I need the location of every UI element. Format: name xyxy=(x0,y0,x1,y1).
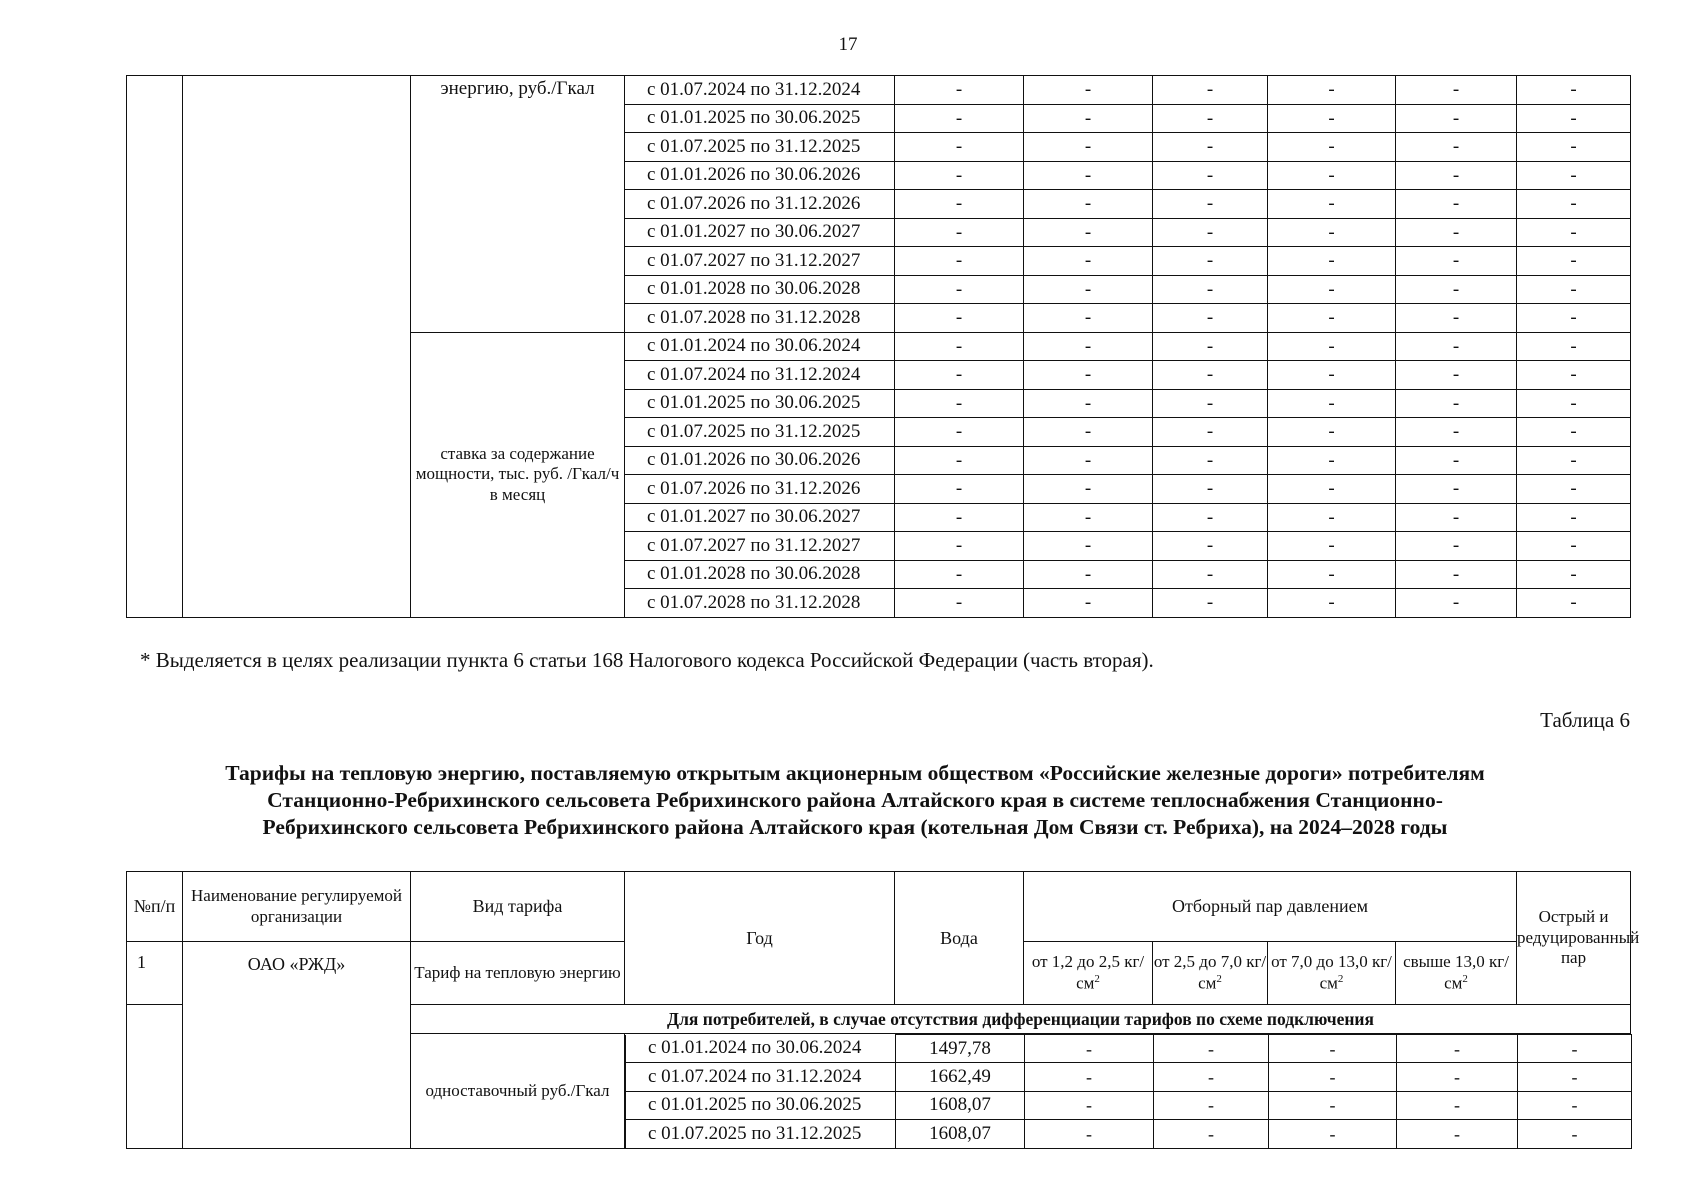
header-steam-2: от 2,5 до 7,0 $кг/см^2$ xyxy=(1153,942,1268,1005)
dash-cell: - xyxy=(895,104,1024,133)
dash-cell: - xyxy=(1268,532,1396,561)
period-cell: с 01.01.2025 по 30.06.2025 xyxy=(625,389,895,418)
dash-cell: - xyxy=(1517,133,1631,162)
dash-cell: - xyxy=(1024,418,1153,447)
dash-cell: - xyxy=(1517,361,1631,390)
dash-cell: - xyxy=(1268,361,1396,390)
dash-cell: - xyxy=(1268,389,1396,418)
period-cell: с 01.07.2025 по 31.12.2025 xyxy=(625,418,895,447)
period-cell: с 01.01.2026 по 30.06.2026 xyxy=(625,161,895,190)
dash-cell: - xyxy=(1269,1120,1397,1149)
header-steam-4: свыше 13,0 $кг/см^2$ xyxy=(1396,942,1517,1005)
dash-cell: - xyxy=(895,446,1024,475)
dash-cell: - xyxy=(1517,332,1631,361)
dash-cell: - xyxy=(895,503,1024,532)
dash-cell: - xyxy=(1517,76,1631,105)
dash-cell: - xyxy=(1397,1063,1518,1092)
dash-cell: - xyxy=(1025,1091,1154,1120)
dash-cell: - xyxy=(1396,133,1517,162)
period-cell: с 01.01.2028 по 30.06.2028 xyxy=(625,560,895,589)
dash-cell: - xyxy=(1396,475,1517,504)
dash-cell: - xyxy=(1153,475,1268,504)
dash-cell: - xyxy=(1024,275,1153,304)
dash-cell: - xyxy=(1396,332,1517,361)
dash-cell: - xyxy=(1396,247,1517,276)
dash-cell: - xyxy=(1396,418,1517,447)
dash-cell: - xyxy=(1153,190,1268,219)
footnote: * Выделяется в целях реализации пункта 6 статьи 168 Налогового кодекса Российской Федерации (часть вторая). xyxy=(140,648,1154,672)
dash-cell: - xyxy=(1154,1120,1269,1149)
dash-cell: - xyxy=(1024,361,1153,390)
dash-cell: - xyxy=(1024,190,1153,219)
dash-cell: - xyxy=(1153,218,1268,247)
dash-cell: - xyxy=(1153,76,1268,105)
period-cell: с 01.07.2024 по 31.12.2024 xyxy=(626,1063,896,1092)
dash-cell: - xyxy=(1268,304,1396,333)
dash-cell: - xyxy=(1153,560,1268,589)
dash-cell: - xyxy=(1517,218,1631,247)
dash-cell: - xyxy=(1396,275,1517,304)
dash-cell: - xyxy=(1153,389,1268,418)
dash-cell: - xyxy=(1269,1063,1397,1092)
dash-cell: - xyxy=(1397,1120,1518,1149)
period-cell: с 01.01.2026 по 30.06.2026 xyxy=(625,446,895,475)
dash-cell: - xyxy=(1024,104,1153,133)
rate-rows-table xyxy=(625,1034,1632,1149)
dash-cell: - xyxy=(1024,589,1153,618)
period-cell: с 01.01.2025 по 30.06.2025 xyxy=(625,104,895,133)
period-cell: с 01.07.2026 по 31.12.2026 xyxy=(625,475,895,504)
dash-cell: - xyxy=(1517,104,1631,133)
dash-cell: - xyxy=(1517,389,1631,418)
table-row xyxy=(127,76,1631,105)
dash-cell: - xyxy=(1517,304,1631,333)
table-title-line: Станционно-Ребрихинского сельсовета Ребрихинского района Алтайского края в системе теплоснабжения Станционно- xyxy=(267,788,1443,812)
period-cell: с 01.07.2025 по 31.12.2025 xyxy=(625,133,895,162)
dash-cell: - xyxy=(1024,475,1153,504)
dash-cell: - xyxy=(1396,104,1517,133)
dash-cell: - xyxy=(1517,418,1631,447)
dash-cell: - xyxy=(895,275,1024,304)
dash-cell: - xyxy=(1024,161,1153,190)
dash-cell: - xyxy=(1268,161,1396,190)
dash-cell: - xyxy=(1268,275,1396,304)
dash-cell: - xyxy=(1268,446,1396,475)
dash-cell: - xyxy=(1153,161,1268,190)
dash-cell: - xyxy=(1153,361,1268,390)
period-cell: с 01.01.2024 по 30.06.2024 xyxy=(626,1035,896,1063)
table-row xyxy=(626,1063,1632,1092)
dash-cell: - xyxy=(1153,275,1268,304)
water-value-cell: 1497,78 xyxy=(896,1035,1025,1063)
dash-cell: - xyxy=(1396,218,1517,247)
dash-cell: - xyxy=(1396,361,1517,390)
dash-cell: - xyxy=(1517,161,1631,190)
dash-cell: - xyxy=(1153,532,1268,561)
header-year: Год xyxy=(625,872,895,1005)
tariff-group-label: ставка за содержание мощности, тыс. руб. /Гкал/ч в месяц xyxy=(411,332,625,617)
org-name: ОАО «РЖД» xyxy=(183,942,411,1149)
dash-cell: - xyxy=(895,304,1024,333)
dash-cell: - xyxy=(1268,560,1396,589)
table-title-line: Тарифы на тепловую энергию, поставляемую открытым акционерным обществом «Российские железные дороги» потребителям xyxy=(225,761,1485,785)
period-cell: с 01.07.2024 по 31.12.2024 xyxy=(625,361,895,390)
header-water: Вода xyxy=(895,872,1024,1005)
period-cell: с 01.01.2025 по 30.06.2025 xyxy=(626,1091,896,1120)
page-number: 17 xyxy=(838,34,858,55)
dash-cell: - xyxy=(1024,532,1153,561)
tariff-table-6 xyxy=(126,871,1640,1149)
dash-cell: - xyxy=(895,589,1024,618)
dash-cell: - xyxy=(1153,418,1268,447)
dash-cell: - xyxy=(1268,475,1396,504)
dash-cell: - xyxy=(1268,418,1396,447)
dash-cell: - xyxy=(895,133,1024,162)
dash-cell: - xyxy=(895,389,1024,418)
dash-cell: - xyxy=(1025,1120,1154,1149)
table-title xyxy=(110,760,1600,841)
dash-cell: - xyxy=(1517,247,1631,276)
tariff-group-label: энергию, руб./Гкал xyxy=(411,76,625,333)
dash-cell: - xyxy=(1268,104,1396,133)
dash-cell: - xyxy=(1153,247,1268,276)
dash-cell: - xyxy=(895,418,1024,447)
dash-cell: - xyxy=(1024,446,1153,475)
period-cell: с 01.01.2027 по 30.06.2027 xyxy=(625,503,895,532)
rate-rows-cell xyxy=(625,1034,1631,1149)
water-value-cell: 1608,07 xyxy=(896,1120,1025,1149)
dash-cell: - xyxy=(1024,133,1153,162)
period-cell: с 01.01.2028 по 30.06.2028 xyxy=(625,275,895,304)
dash-cell: - xyxy=(1025,1035,1154,1063)
dash-cell: - xyxy=(1517,275,1631,304)
dash-cell: - xyxy=(1397,1035,1518,1063)
dash-cell: - xyxy=(1268,218,1396,247)
dash-cell: - xyxy=(1268,247,1396,276)
period-cell: с 01.01.2027 по 30.06.2027 xyxy=(625,218,895,247)
header-sharp-steam: Острый и редуцированный пар xyxy=(1517,872,1631,1005)
table-row xyxy=(626,1091,1632,1120)
dash-cell: - xyxy=(1268,133,1396,162)
dash-cell: - xyxy=(895,190,1024,219)
dash-cell: - xyxy=(1268,190,1396,219)
dash-cell: - xyxy=(1268,503,1396,532)
header-steam: Отборный пар давлением xyxy=(1024,872,1517,942)
dash-cell: - xyxy=(1396,304,1517,333)
dash-cell: - xyxy=(1396,389,1517,418)
dash-cell: - xyxy=(1153,446,1268,475)
dash-cell: - xyxy=(1024,389,1153,418)
dash-cell: - xyxy=(1024,503,1153,532)
dash-cell: - xyxy=(895,76,1024,105)
dash-cell: - xyxy=(1396,76,1517,105)
dash-cell: - xyxy=(1024,560,1153,589)
period-cell: с 01.07.2025 по 31.12.2025 xyxy=(626,1120,896,1149)
dash-cell: - xyxy=(895,332,1024,361)
dash-cell: - xyxy=(1517,190,1631,219)
dash-cell: - xyxy=(1268,332,1396,361)
dash-cell: - xyxy=(1024,218,1153,247)
water-value-cell: 1608,07 xyxy=(896,1091,1025,1120)
tariff-table-continued xyxy=(126,75,1631,618)
header-num: №п/п xyxy=(127,872,183,942)
period-cell: с 01.07.2028 по 31.12.2028 xyxy=(625,304,895,333)
dash-cell: - xyxy=(895,361,1024,390)
header-org: Наименование регулируемой организации xyxy=(183,872,411,942)
dash-cell: - xyxy=(1153,104,1268,133)
period-cell: с 01.07.2024 по 31.12.2024 xyxy=(625,76,895,105)
dash-cell: - xyxy=(1269,1035,1397,1063)
dash-cell: - xyxy=(1024,332,1153,361)
one-rate-label: одноставочный руб./Гкал xyxy=(411,1034,625,1149)
dash-cell: - xyxy=(1396,532,1517,561)
row-number: 1 xyxy=(127,942,183,1005)
dash-cell: - xyxy=(1396,589,1517,618)
dash-cell: - xyxy=(1397,1091,1518,1120)
dash-cell: - xyxy=(895,475,1024,504)
dash-cell: - xyxy=(1517,589,1631,618)
period-cell: с 01.07.2026 по 31.12.2026 xyxy=(625,190,895,219)
dash-cell: - xyxy=(1154,1091,1269,1120)
water-value-cell: 1662,49 xyxy=(896,1063,1025,1092)
period-cell: с 01.01.2024 по 30.06.2024 xyxy=(625,332,895,361)
dash-cell: - xyxy=(1518,1091,1632,1120)
dash-cell: - xyxy=(1517,532,1631,561)
dash-cell: - xyxy=(895,532,1024,561)
dash-cell: - xyxy=(1024,247,1153,276)
dash-cell: - xyxy=(1153,503,1268,532)
header-steam-1: от 1,2 до 2,5 $кг/см^2$ xyxy=(1024,942,1153,1005)
dash-cell: - xyxy=(1396,446,1517,475)
dash-cell: - xyxy=(1517,560,1631,589)
dash-cell: - xyxy=(1396,503,1517,532)
dash-cell: - xyxy=(1396,190,1517,219)
dash-cell: - xyxy=(1518,1035,1632,1063)
dash-cell: - xyxy=(1517,446,1631,475)
dash-cell: - xyxy=(1025,1063,1154,1092)
dash-cell: - xyxy=(1153,304,1268,333)
empty-cell xyxy=(127,1005,183,1149)
dash-cell: - xyxy=(895,161,1024,190)
dash-cell: - xyxy=(1517,503,1631,532)
dash-cell: - xyxy=(895,218,1024,247)
section-header: Для потребителей, в случае отсутствия дифференциации тарифов по схеме подключения xyxy=(411,1005,1631,1034)
tariff-name: Тариф на тепловую энергию xyxy=(411,942,625,1005)
dash-cell: - xyxy=(1154,1063,1269,1092)
dash-cell: - xyxy=(1396,161,1517,190)
dash-cell: - xyxy=(1153,589,1268,618)
table-row xyxy=(626,1035,1632,1063)
dash-cell: - xyxy=(1268,76,1396,105)
table-row xyxy=(626,1120,1632,1149)
dash-cell: - xyxy=(1268,589,1396,618)
dash-cell: - xyxy=(895,247,1024,276)
header-tariff-type: Вид тарифа xyxy=(411,872,625,942)
dash-cell: - xyxy=(1024,76,1153,105)
num-column-cell xyxy=(127,76,183,618)
dash-cell: - xyxy=(1396,560,1517,589)
org-column-cell xyxy=(183,76,411,618)
table-label: Таблица 6 xyxy=(1540,708,1630,732)
period-cell: с 01.07.2027 по 31.12.2027 xyxy=(625,247,895,276)
dash-cell: - xyxy=(1269,1091,1397,1120)
dash-cell: - xyxy=(895,560,1024,589)
period-cell: с 01.07.2027 по 31.12.2027 xyxy=(625,532,895,561)
dash-cell: - xyxy=(1518,1063,1632,1092)
dash-cell: - xyxy=(1518,1120,1632,1149)
dash-cell: - xyxy=(1153,133,1268,162)
period-cell: с 01.07.2028 по 31.12.2028 xyxy=(625,589,895,618)
dash-cell: - xyxy=(1517,475,1631,504)
table-title-line: Ребрихинского сельсовета Ребрихинского района Алтайского края (котельная Дом Связи ст. Ребриха), на 2024–2028 годы xyxy=(262,815,1448,839)
header-steam-3: от 7,0 до 13,0 $кг/см^2$ xyxy=(1268,942,1396,1005)
dash-cell: - xyxy=(1154,1035,1269,1063)
dash-cell: - xyxy=(1024,304,1153,333)
dash-cell: - xyxy=(1153,332,1268,361)
